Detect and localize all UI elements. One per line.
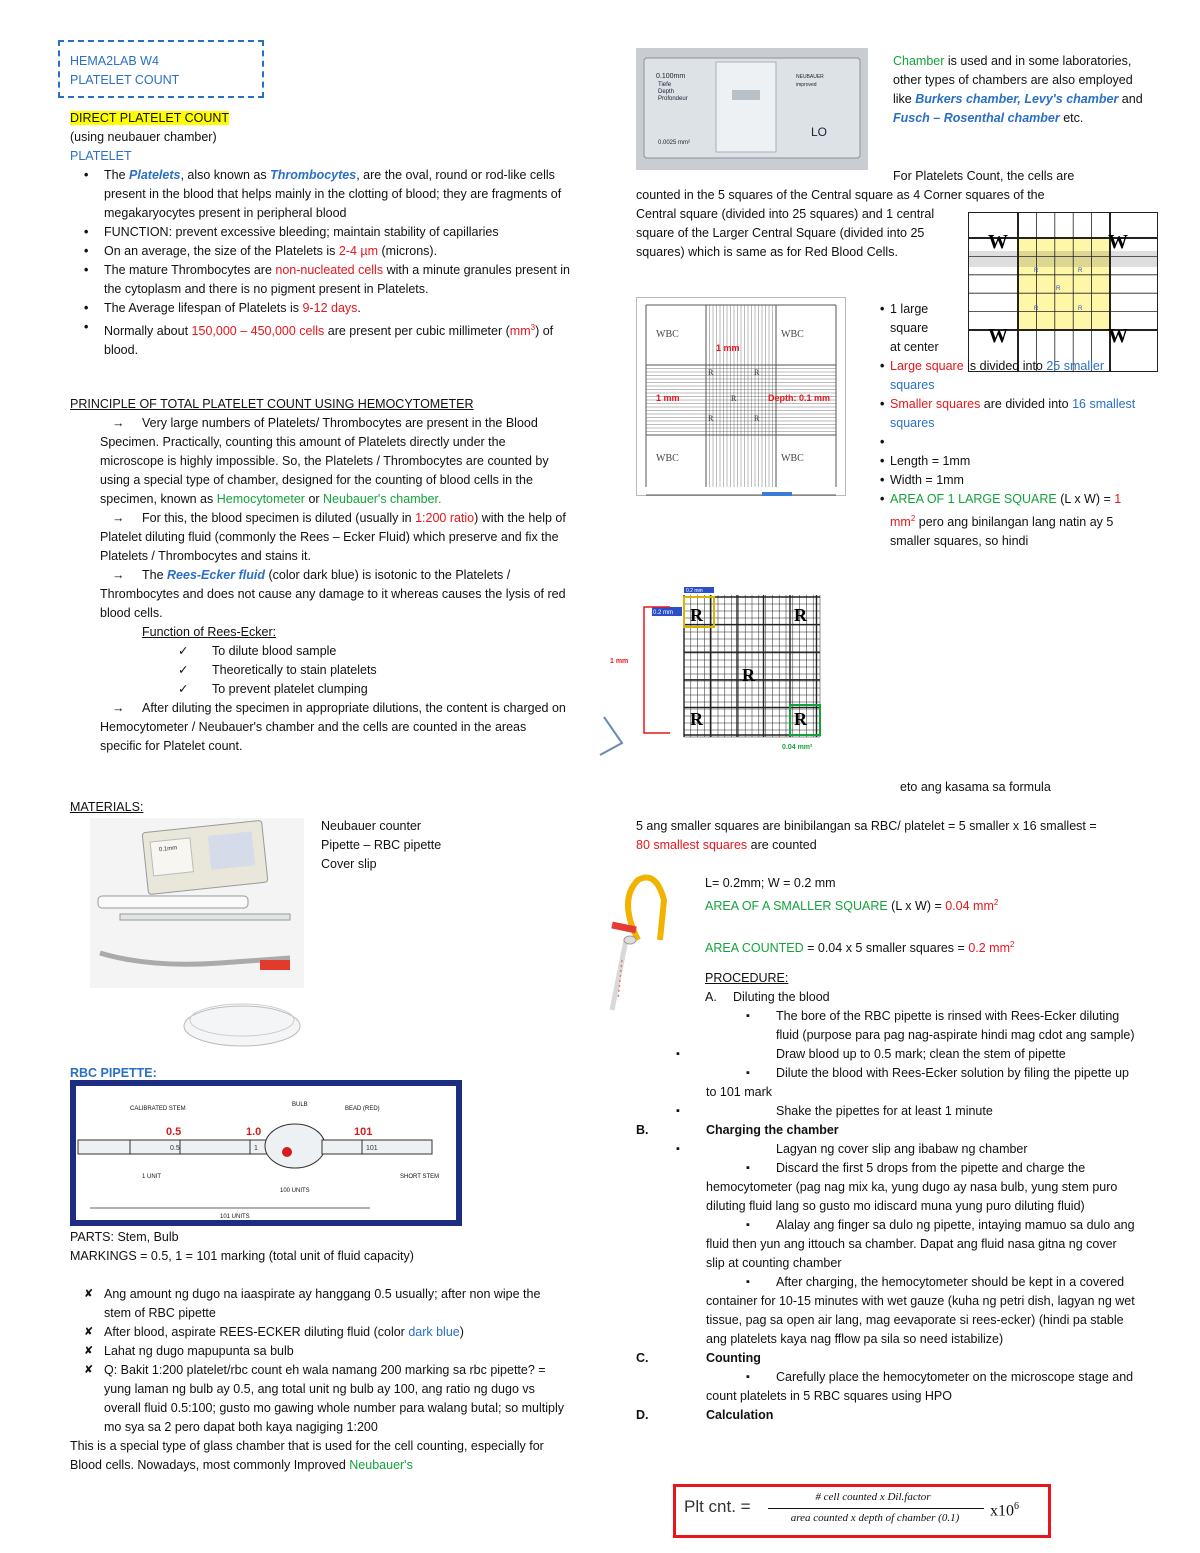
list-item: ▪ After charging, the hemocytometer should be kept in a covered container for 10-15 minutes with wet gauze (kuha ng petri dish, lagyan ng wet tissue, pag sa open air lang, mag eevaporate si rees-ecker) (hindi pa stable ang platelets kaya nag fflow pa sila so need istabilize) [636, 1273, 1136, 1349]
materials-list [321, 817, 441, 874]
list-item: ▪ The bore of the RBC pipette is rinsed with Rees-Ecker diluting fluid (purpose para pag nag-aspirate hindi mag cdot ang sample) [706, 1007, 1136, 1045]
list-item: • Normally about 150,000 – 450,000 cells are present per cubic millimeter $(mm^3)$ of blood. [62, 318, 570, 360]
mark-101: 101 [354, 1126, 373, 1138]
hemocytometer-photo [636, 48, 868, 170]
list-item: → After diluting the specimen in appropriate dilutions, the content is charged on Hemocytometer / Neubauer's chamber and the cells are counted in the areas specific for Platelet count. [70, 699, 570, 756]
svg-text:R: R [794, 605, 807, 625]
svg-text:R: R [794, 709, 807, 729]
petri-dish-image [178, 996, 306, 1050]
list-item: • AREA OF 1 LARGE SQUARE (L x W) = 1 $mm^2$ pero ang binilangan lang natin ay 5 smaller squares, so hindi [858, 490, 1138, 551]
list-item: ✘ After blood, aspirate REES-ECKER diluting fluid (color dark blue) [62, 1323, 570, 1342]
list-item: ✓ To dilute blood sample [70, 642, 570, 661]
chamber-types-paragraph: Chamber is used and in some laboratories, other types of chambers are also employed like Burkers chamber, Levy's chamber and Fusch – Rosenthal chamber etc. [893, 54, 1143, 125]
one-unit-label: 1 UNIT [142, 1174, 162, 1180]
area-calculations [705, 874, 1125, 958]
svg-text:LO: LO [811, 125, 828, 139]
smaller-squares-paragraph: 5 ang smaller squares are binibilangan sa RBC/ platelet = 5 smaller x 16 smallest = 80 smallest squares are counted [636, 819, 1097, 852]
svg-text:0.2 mm: 0.2 mm [686, 588, 703, 594]
list-item: • 1 large square at center [858, 300, 940, 357]
svg-text:1 mm: 1 mm [656, 393, 680, 403]
step-b: B. Charging the chamber [636, 1123, 839, 1137]
area-counted: AREA COUNTED = 0.04 x 5 smaller squares = 0.2 $mm^2$ [705, 940, 1015, 956]
bead-label: BEAD (RED) [345, 1106, 380, 1112]
list-item: ▪ Shake the pipettes for at least 1 minute [636, 1102, 1136, 1121]
materials-title: MATERIALS: [70, 800, 144, 814]
svg-text:R: R [1034, 306, 1039, 312]
svg-text:Depth: 0.1 mm: Depth: 0.1 mm [768, 393, 831, 403]
list-item: Pipette – RBC pipette [321, 838, 442, 852]
list-item: → Very large numbers of Platelets/ Thrombocytes are present in the Blood Specimen. Practically, counting this amount of Platelets directly under the microscope is highly impossible. So, the Platelets / Thrombocytes are counted by using a special type of chamber, designed for the counting of blood cells in the specimen, known as Hemocytometer or Neubauer's chamber. [70, 414, 570, 509]
principle-title: PRINCIPLE OF TOTAL PLATELET COUNT USING HEMOCYTOMETER [70, 397, 474, 411]
list-item: ✓ To prevent platelet clumping [70, 680, 570, 699]
course-code: HEMA2LAB W4 [70, 54, 159, 68]
section-principle [70, 395, 570, 756]
platelet-count-paragraph: Central square (divided into 25 squares) and 1 central square of the Larger Central Square (divided into 25 squares) which is same as for Red Blood Cells. [636, 207, 935, 259]
step-d: D. Calculation [636, 1408, 774, 1422]
list-item: ✓ Theoretically to stain platelets [70, 661, 570, 680]
formula-denominator: area counted x depth of chamber (0.1) [790, 1512, 960, 1524]
short-stem-label: SHORT STEM [400, 1174, 440, 1180]
svg-text:WBC: WBC [656, 329, 679, 340]
svg-text:W: W [1108, 325, 1128, 347]
list-item: ✘ Ang amount ng dugo na iaaspirate ay hanggang 0.5 usually; after non wipe the stem of RBC pipette [62, 1285, 570, 1323]
list-item: • The mature Thrombocytes are non-nucleated cells with a minute granules present in the cytoplasm and there is no pigment present in Platelets. [62, 261, 570, 299]
svg-text:R: R [1056, 286, 1061, 292]
svg-text:1 mm: 1 mm [716, 343, 740, 353]
svg-text:R: R [708, 414, 714, 423]
formula-multiplier: $x10^6$ [990, 1501, 1019, 1520]
list-item: Neubauer counter [321, 819, 422, 833]
list-item: ▪ Alalay ang finger sa dulo ng pipette, intaying mamuo sa dulo ang fluid then yun ang ittouch sa chamber. Dapat ang fluid nasa gitna ng cover slip at counting chamber [636, 1216, 1136, 1273]
svg-text:R: R [754, 414, 760, 423]
list-item: • Length = 1mm [858, 452, 1138, 471]
parts-line: PARTS: Stem, Bulb [70, 1230, 179, 1244]
list-item: ✘ Lahat ng dugo mapupunta sa bulb [62, 1342, 570, 1361]
stem-mark-0-5: 0.5 [170, 1145, 180, 1152]
formula-numerator: # cell counted x Dil.factor [815, 1491, 931, 1503]
markings-line: MARKINGS = 0.5, 1 = 101 marking (total unit of fluid capacity) [70, 1249, 414, 1263]
list-item: Cover slip [321, 857, 377, 871]
mark-1-0: 1.0 [246, 1126, 262, 1138]
neubauer-grid-diagram [636, 297, 846, 497]
rees-ecker-functions [70, 642, 570, 699]
list-item: • The Average lifespan of Platelets is 9-12 days. [62, 299, 570, 318]
svg-text:W: W [988, 325, 1008, 347]
hundred-units-label: 100 UNITS [280, 1188, 310, 1194]
list-item: ▪ Carefully place the hemocytometer on the microscope stage and count platelets in 5 RBC squares using HPO [636, 1368, 1136, 1406]
stem-mark-101: 101 [366, 1145, 378, 1152]
mark-0-5: 0.5 [166, 1126, 182, 1138]
svg-text:R: R [690, 605, 703, 625]
materials-photo [90, 818, 304, 988]
svg-text:W: W [1108, 231, 1128, 253]
svg-text:R: R [731, 394, 737, 403]
calibrated-stem-label: CALIBRATED STEM [130, 1106, 186, 1112]
svg-text:0.0025 mm²: 0.0025 mm² [658, 140, 691, 146]
svg-text:0.1mm: 0.1mm [158, 845, 178, 854]
chamber-paragraph: This is a special type of glass chamber that is used for the cell counting, especially for Blood cells. Nowadays, most commonly Improved Neubauer's [70, 1439, 544, 1472]
smaller-square-area: AREA OF A SMALLER SQUARE (L x W) = 0.04 $mm^2$ [705, 898, 999, 914]
svg-text:0.100mm: 0.100mm [656, 73, 686, 80]
formula-note: eto ang kasama sa formula [900, 780, 1051, 794]
list-item: • The Platelets, also known as Thrombocytes, are the oval, round or rod-like cells present in the blood that helps mainly in the clotting of blood; they are fragments of megakaryocytes present in peripheral blood [62, 166, 570, 223]
hundred-one-units-label: 101 UNITS [220, 1214, 250, 1220]
svg-text:Profondeur: Profondeur [658, 96, 688, 102]
procedure-title: PROCEDURE: [705, 971, 789, 985]
rees-ecker-function-title: Function of Rees-Ecker: [142, 625, 277, 639]
list-item: • Smaller squares are divided into 16 smallest squares [858, 395, 1138, 433]
list-item: • Large square is divided into 25 smaller squares [858, 357, 1138, 395]
list-item: • FUNCTION: prevent excessive bleeding; maintain stability of capillaries [62, 223, 570, 242]
lw-line: L= 0.2mm; W = 0.2 mm [705, 876, 836, 890]
step-c: C. Counting [636, 1351, 761, 1365]
svg-text:R: R [708, 368, 714, 377]
section-platelet [70, 109, 570, 360]
stem-mark-1: 1 [254, 1145, 258, 1152]
rbc-pipette-diagram [70, 1080, 462, 1226]
formula-lhs: Plt cnt. = [684, 1497, 751, 1516]
svg-text:Depth: Depth [658, 89, 675, 95]
step-a: A. Diluting the blood [705, 990, 830, 1004]
svg-text:R: R [754, 368, 760, 377]
doc-title: PLATELET COUNT [70, 73, 180, 87]
platelet-bullets [62, 166, 570, 360]
svg-text:R: R [742, 665, 755, 685]
svg-text:1 mm: 1 mm [610, 658, 629, 665]
svg-text:WBC: WBC [781, 453, 804, 464]
list-item: ▪ Draw blood up to 0.5 mark; clean the stem of pipette [636, 1045, 1136, 1064]
svg-text:NEUBAUER: NEUBAUER [796, 74, 824, 80]
svg-text:R: R [1078, 306, 1083, 312]
list-item: ▪ Dilute the blood with Rees-Ecker solution by filing the pipette up to 101 mark [636, 1064, 1136, 1102]
svg-text:R: R [1078, 268, 1083, 274]
list-item: ▪ Lagyan ng cover slip ang ibabaw ng chamber [636, 1140, 1136, 1159]
svg-text:Tiefe: Tiefe [658, 82, 672, 88]
neubauer-sub: (using neubauer chamber) [70, 130, 217, 144]
list-item: • On an average, the size of the Platelets is 2-4 µm (microns). [62, 242, 570, 261]
list-item: ✘ Q: Bakit 1:200 platelet/rbc count eh wala namang 200 marking sa rbc pipette? = yung laman ng bulb ay 0.5, ang total unit ng bulb ay 100, ang ratio ng dugo vs overall fluid 0.5:100; gusto mo gawing whole number para walang butal; so multiply mo sya sa 2 pero dapat both kaya nagiging 1:200 [62, 1361, 570, 1437]
bulb-label: BULB [292, 1102, 308, 1108]
svg-text:R: R [1034, 268, 1039, 274]
list-item: • Width = 1mm [858, 471, 1138, 490]
large-square-detail [598, 585, 842, 765]
platelet-count-counted-line: counted in the 5 squares of the Central square as 4 Corner squares of the [636, 188, 1045, 202]
platelet-count-formula [673, 1484, 1051, 1538]
svg-text:improved: improved [796, 82, 817, 88]
direct-count-title: DIRECT PLATELET COUNT [70, 111, 230, 125]
svg-text:W: W [988, 231, 1008, 253]
rbc-pipette-notes [70, 1228, 570, 1475]
svg-text:WBC: WBC [656, 453, 679, 464]
platelet-count-intro-line: For Platelets Count, the cells are [893, 169, 1075, 183]
procedure [636, 969, 1136, 1425]
svg-text:WBC: WBC [781, 329, 804, 340]
doc-header [70, 52, 179, 90]
svg-text:0.04 mm²: 0.04 mm² [782, 744, 813, 751]
principle-list [70, 414, 570, 623]
svg-text:0.2 mm: 0.2 mm [653, 610, 674, 616]
list-item: ▪ Discard the first 5 drops from the pipette and charge the hemocytometer (pag nag mix ka, yung dugo ay nasa bulb, yung stem puro diluting fluid lang so gusto mo idiscard muna yung puro diluting fluid) [636, 1159, 1136, 1216]
pipette-notes [62, 1285, 570, 1437]
list-item: → The Rees-Ecker fluid (color dark blue) is isotonic to the Platelets / Thrombocytes and does not cause any damage to it whereas causes the lysis of red blood cells. [70, 566, 570, 623]
platelet-label: PLATELET [70, 149, 132, 163]
list-item: → For this, the blood specimen is diluted (usually in 1:200 ratio) with the help of Platelet diluting fluid (commonly the Rees – Ecker Fluid) which preserve and fix the Platelets / Thrombocytes and stains it. [70, 509, 570, 566]
grid-facts [868, 300, 1138, 551]
rbc-pipette-title: RBC PIPETTE: [70, 1066, 157, 1080]
svg-text:R: R [690, 709, 703, 729]
